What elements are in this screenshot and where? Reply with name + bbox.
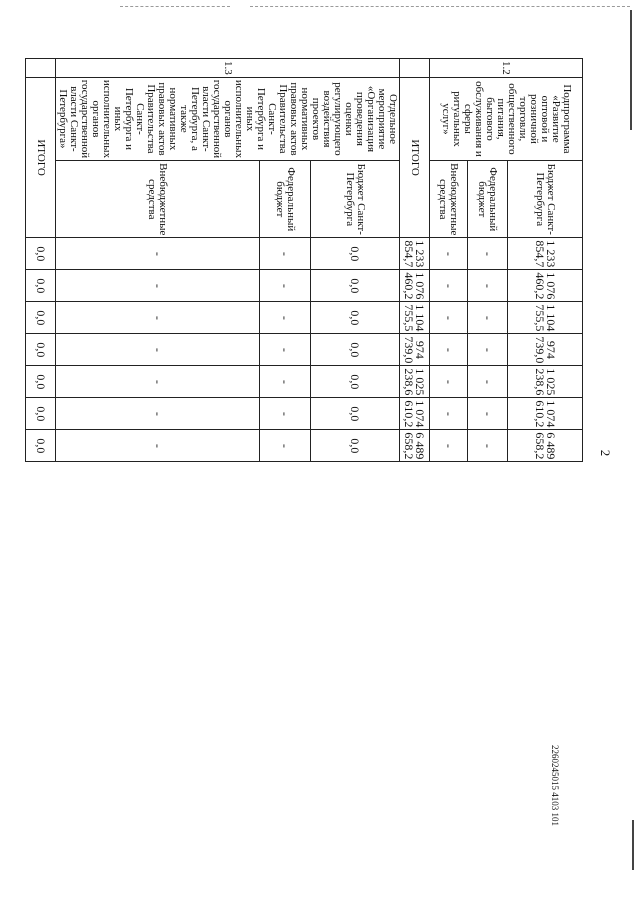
row-id-cell: 1.2 [430,59,583,78]
total-value-cell: 0,0 [26,398,56,430]
value-cell: 0,0 [310,430,399,462]
total-value-cell: 974 739,0 [400,334,430,366]
funding-source-cell: Федеральный бюджет [468,161,508,238]
value-cell: - [56,238,260,270]
total-blank-cell [400,59,430,78]
value-cell: - [468,334,508,366]
value-cell: 1 074 610,2 [508,398,583,430]
row-name-cell: Подпрограмма «Развитие оптовой и розничной торговли, общественного питания, бытового обслуживания и сферы ритуальных услуг» [430,77,583,160]
value-cell: - [259,366,310,398]
row-name-cell: Отдельное мероприятие «Организация проведения оценки регулирующего воздействия проектов нормативных правовых актов Правительства Санкт-Петербурга и иных исполнительных органов государственной власти Санкт-Петербурга, а также нормативных правовых актов Правительства Санкт-Петербурга и иных исполнительных органов государственной власти Санкт-Петербурга» [56,77,400,160]
page-number: 2 [598,449,613,457]
total-value-cell: 6 489 658,2 [400,430,430,462]
value-cell: 1 233 854,7 [508,238,583,270]
value-cell: - [56,366,260,398]
total-value-cell: 0,0 [26,430,56,462]
value-cell: - [468,430,508,462]
row-id-cell: 1.3 [56,59,400,78]
total-value-cell: 0,0 [26,334,56,366]
scan-edge-line [120,6,230,7]
total-value-cell: 1 076 460,2 [400,270,430,302]
total-value-cell: 1 025 238,6 [400,366,430,398]
value-cell: - [259,398,310,430]
value-cell: - [259,302,310,334]
value-cell: - [56,398,260,430]
funding-source-cell: Внебюджетные средства [56,161,260,238]
value-cell: 0,0 [310,238,399,270]
total-value-cell: 1 233 854,7 [400,238,430,270]
value-cell: - [430,238,468,270]
value-cell: - [430,398,468,430]
scan-edge-mark [632,820,634,870]
value-cell: - [468,366,508,398]
scan-edge-mark [630,10,632,130]
total-value-cell: 0,0 [26,270,56,302]
value-cell: 0,0 [310,334,399,366]
value-cell: 1 076 460,2 [508,270,583,302]
value-cell: - [430,270,468,302]
budget-table [25,58,583,462]
value-cell: - [430,366,468,398]
value-cell: - [430,430,468,462]
document-code: 2260245015 4103 101 [550,745,560,826]
value-cell: - [468,398,508,430]
table-body [26,59,583,462]
value-cell: - [259,238,310,270]
total-value-cell: 1 074 610,2 [400,398,430,430]
value-cell: 974 739,0 [508,334,583,366]
value-cell: - [56,302,260,334]
total-value-cell: 0,0 [26,366,56,398]
funding-source-cell: Федеральный бюджет [259,161,310,238]
value-cell: - [430,302,468,334]
funding-source-cell: Бюджет Санкт-Петербурга [508,161,583,238]
total-blank-cell [26,59,56,78]
value-cell: 0,0 [310,270,399,302]
total-label-cell: ИТОГО [26,77,56,238]
value-cell: - [56,430,260,462]
total-row [26,59,56,462]
value-cell: - [259,430,310,462]
value-cell: - [468,270,508,302]
value-cell: - [468,302,508,334]
value-cell: 6 489 658,2 [508,430,583,462]
value-cell: - [468,238,508,270]
value-cell: 0,0 [310,398,399,430]
value-cell: 0,0 [310,366,399,398]
value-cell: - [56,334,260,366]
value-cell: - [259,334,310,366]
scan-edge-line [250,6,630,7]
total-value-cell: 1 104 755,5 [400,302,430,334]
value-cell: - [259,270,310,302]
total-row [400,59,430,462]
value-cell: 0,0 [310,302,399,334]
total-value-cell: 0,0 [26,238,56,270]
value-cell: 1 025 238,6 [508,366,583,398]
funding-source-cell: Внебюджетные средства [430,161,468,238]
table-row [310,59,399,462]
value-cell: 1 104 755,5 [508,302,583,334]
value-cell: - [430,334,468,366]
funding-source-cell: Бюджет Санкт-Петербурга [310,161,399,238]
total-value-cell: 0,0 [26,302,56,334]
table-row [508,59,583,462]
value-cell: - [56,270,260,302]
total-label-cell: ИТОГО [400,77,430,238]
